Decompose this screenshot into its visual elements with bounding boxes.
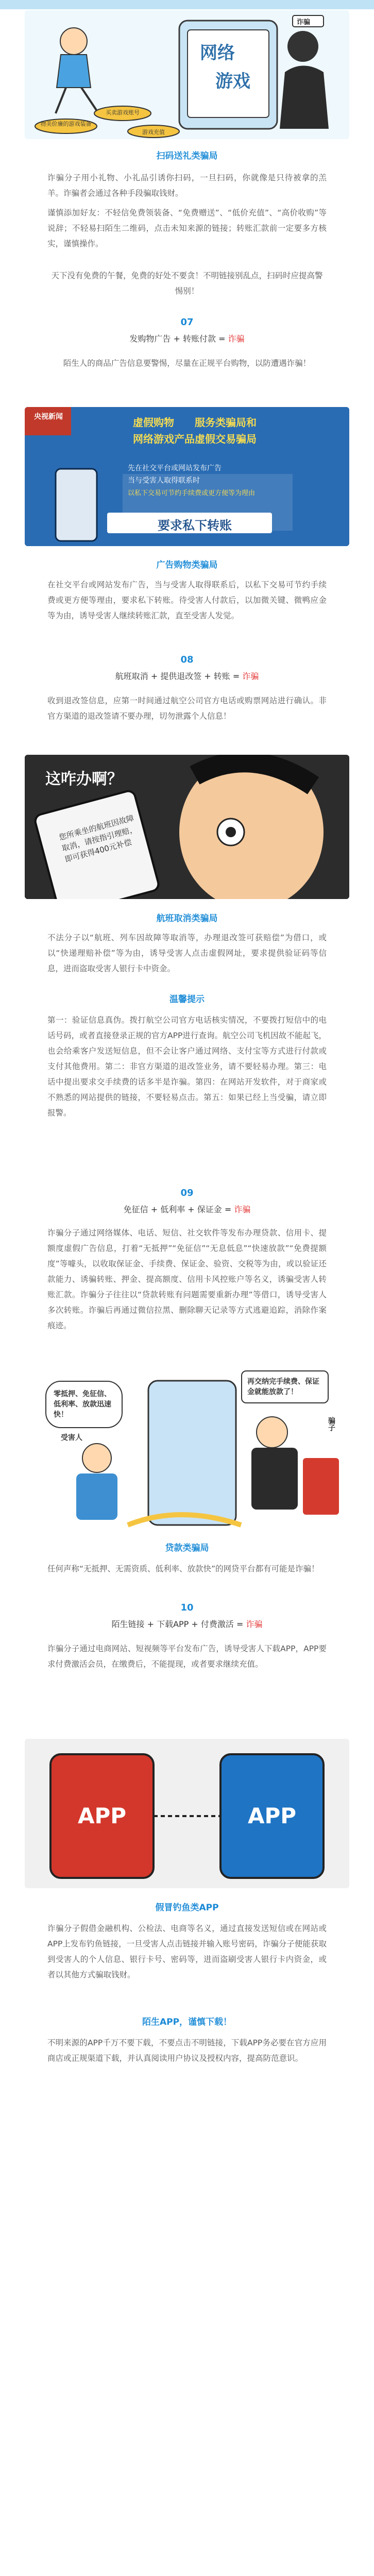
formula-09: 免征信 + 低利率 + 保证金 = 诈骗 [123, 1205, 251, 1214]
illustration-flight-scam [25, 755, 349, 899]
illustration-loan-scam [25, 1360, 349, 1530]
para-qr-3: 天下没有免费的午餐，免费的好处不要贪！不明链接别乱点，扫码时应提高警惕别！ [51, 271, 323, 296]
caption-app-scam: 假冒钓鱼类APP [155, 1903, 219, 1913]
illus-tag-fraud: 诈骗 [297, 19, 311, 26]
loan-bubble-2: 再交纳完手续费、保证金就能放款了！ [241, 1370, 329, 1403]
subhead-tips: 温馨提示 [169, 994, 205, 1005]
app-right-label: APP [247, 1803, 297, 1828]
para-flight-intro: 收到退改签信息，应第一时间通过航空公司官方电话或购票网站进行确认。非官方渠道的退改签请不要办理，切勿泄露个人信息！ [47, 696, 327, 721]
caption-loan-scam: 贷款类骗局 [165, 1543, 209, 1553]
section-number-10: 10 [180, 1602, 194, 1613]
illustration-game-scam [25, 10, 349, 139]
caption-ad-scam: 广告购物类骗局 [156, 560, 218, 570]
illustration-shopping-scam [25, 407, 349, 546]
illustration-app-scam [25, 1739, 349, 1888]
formula-08: 航班取消 + 提供退改签 + 转账 = 诈骗 [115, 671, 259, 681]
illus-word-1: 网络 [200, 43, 235, 63]
formula-07: 发购物广告 + 转账付款 = 诈骗 [129, 334, 245, 344]
app-left-label: APP [77, 1803, 127, 1828]
flight-phone-text: 您所乘坐的航班因故障取消，请按指引理赔，即可获得400元补偿 [58, 813, 138, 865]
news-logo: 央视新闻 [34, 413, 63, 421]
illus-label-account: 买卖游戏账号 [106, 109, 140, 116]
flight-bubble: 这咋办啊？ [45, 770, 123, 788]
headline-2: 服务类骗局和 [195, 416, 257, 429]
note-1: 先在社交平台或网站发布广告 [128, 464, 222, 472]
illus-label-equipment: 物美价廉的游戏装备 [40, 121, 92, 127]
para-loan-intro: 诈骗分子通过网络媒体、电话、短信、社交软件等发布办理贷款、信用卡、提额度虚假广告信息，打着“无抵押”“免征信”“无息低息”“快速放款”“免费提额度”等噱头，以收取保证金、手续费、保证金、验资、交税等为由，或以验证还款能力、诱骗转账、押金、提高额度、信用卡风控账户等名义，诱骗受害人转账汇款。诈骗分子往往以“贷款转账有问题需要重新办理”等借口，诱导受害人多次转账。诈骗后再通过微信拉黑、删除聊天记录等方式逃避追踪，消除作案痕迹。 [47, 1228, 327, 1330]
para-ad-intro: 陌生人的商品广告信息要警惕，尽量在正规平台购物，以防遭遇诈骗！ [63, 359, 311, 368]
para-loan: 任何声称“无抵押、无需资质、低利率、放款快”的网贷平台都有可能是诈骗！ [47, 1564, 319, 1573]
para-flight-a: 不法分子以“航班、列车因故障等取消等，办理退改签可获赔偿”为借口，或以“快递理赔补偿”等为由，诱导受害人点击虚假网址，要求提供验证码等信息，进而盗取受害人银行卡中资金。 [47, 933, 327, 973]
loan-bubble-1: 零抵押、免征信、低利率、放款迅速快！ [45, 1381, 123, 1428]
illus-label-recharge: 游戏充值 [142, 129, 165, 135]
para-app-intro: 诈骗分子通过电商网站、短视频等平台发布广告，诱导受害人下载APP，APP要求付费激活会员，在缴费后，不能提现，或者要求继续充值。 [47, 1644, 327, 1669]
caption-flight-scam: 航班取消类骗局 [156, 913, 218, 924]
headline-3: 网络游戏产品虚假交易骗局 [133, 433, 257, 445]
game-scam-svg [25, 10, 349, 139]
headline-1: 虚假购物 [133, 416, 174, 429]
para-ad-1: 在社交平台或网站发布广告，当与受害人取得联系后，以私下交易可节约手续费或更方便等理由，要求私下转账。待受害人付款后，以加微关键、微鸭应金等为由，诱导受害人继续转账汇款，直至受害人发觉。 [47, 580, 327, 620]
subcaption-app: 陌生APP，谨慎下载！ [142, 2017, 232, 2027]
para-app-1: 诈骗分子假借金融机构、公检法、电商等名义，通过直接发送短信或在网站或APP上发布钓鱼链接，一旦受害人点击链接并输入账号密码，诈骗分子便能获取到受害人的个人信息、银行卡号、密码等，进而盗刷受害人银行卡内资金，或者以其他方式骗取钱财。 [47, 1924, 327, 1979]
note-4: 要求私下转账 [158, 518, 232, 533]
para-app-closing: 不明来源的APP千万不要下载，不要点击不明链接，下载APP务必要在官方应用商店或正规渠道下载，并认真阅读用户协议及授权内容，提高防范意识。 [47, 2038, 327, 2063]
para-flight-b: 第一：验证信息真伪。拨打航空公司官方电话核实情况，不要拨打短信中的电话号码，或者直接登录正规的官方APP进行查询。航空公司飞机因故不能起飞，也会给乘客户发送短信息，但不会让客户通过网络、支付宝等方式进行付款或支付其他费用。第二：非官方渠道的退改签业务，请不要轻易办理。第三：电话中提出要求交手续费的话多半是诈骗。第四：在网站开发软件，对于商家或不熟悉的网站提供的链接，不要轻易点击。第五：如果已经上当受骗，请立即报警。 [47, 1015, 327, 1117]
top-border [0, 0, 374, 9]
para-qr-2: 谨慎添加好友：不轻信免费领装备、“免费赠送”、“低价充值”、“高价收购”等说辞；不轻易扫陌生二维码，点击未知来源的链接；转账汇款前一定要多方核实，谨慎操作。 [47, 208, 327, 248]
section-number-08: 08 [180, 654, 194, 665]
section-number-07: 07 [180, 317, 194, 328]
note-2: 当与受害人取得联系时 [128, 477, 200, 485]
loan-victim-label: 受害人 [61, 1434, 82, 1442]
section-number-09: 09 [180, 1188, 194, 1198]
note-3: 以私下交易可节约手续费或更方便等为理由 [128, 489, 256, 497]
illus-word-2: 游戏 [215, 71, 250, 92]
caption-qr-scam: 扫码送礼类骗局 [156, 151, 218, 161]
loan-scammer-label: 骗子 [327, 1417, 335, 1431]
para-qr-1: 诈骗分子用小礼物、小礼品引诱你扫码，一旦扫码，你就像是只待被拿的羔羊。诈骗者会通过各种手段骗取钱财。 [47, 173, 327, 198]
formula-10: 陌生链接 + 下载APP + 付费激活 = 诈骗 [111, 1619, 263, 1629]
